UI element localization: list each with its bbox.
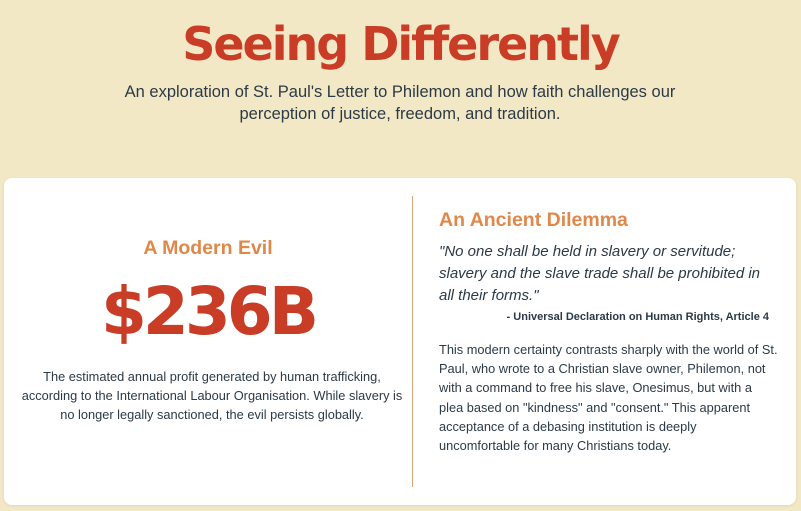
ancient-dilemma-panel <box>439 178 779 505</box>
trafficking-profit-stat: $236B <box>101 273 315 350</box>
ancient-dilemma-heading: An Ancient Dilemma <box>439 209 628 231</box>
quote-citation: - Universal Declaration on Human Rights, Article 4 <box>506 311 769 323</box>
modern-evil-description: The estimated annual profit generated by human trafficking, according to the International Labour Organisation. While slavery is no longer legally sanctioned, the evil persists globally. <box>21 369 403 423</box>
page-subtitle: An exploration of St. Paul's Letter to Philemon and how faith challenges our perception of justice, freedom, and tradition. <box>124 83 676 123</box>
ancient-dilemma-body: This modern certainty contrasts sharply with the world of St. Paul, who wrote to a Christian slave owner, Philemon, not with a command to free his slave, Onesimus, but with a plea based on "kindness" and "consent." This apparent acceptance of a debasing institution is deeply uncomfortable for many Christians today. <box>439 342 778 454</box>
modern-evil-heading: A Modern Evil <box>143 237 273 259</box>
column-divider <box>412 196 413 487</box>
content-card <box>4 178 796 505</box>
modern-evil-panel <box>4 178 412 505</box>
page-title: Seeing Differently <box>182 17 619 71</box>
udhr-quote: "No one shall be held in slavery or servitude; slavery and the slave trade shall be prohibited in all their forms." <box>439 243 761 304</box>
